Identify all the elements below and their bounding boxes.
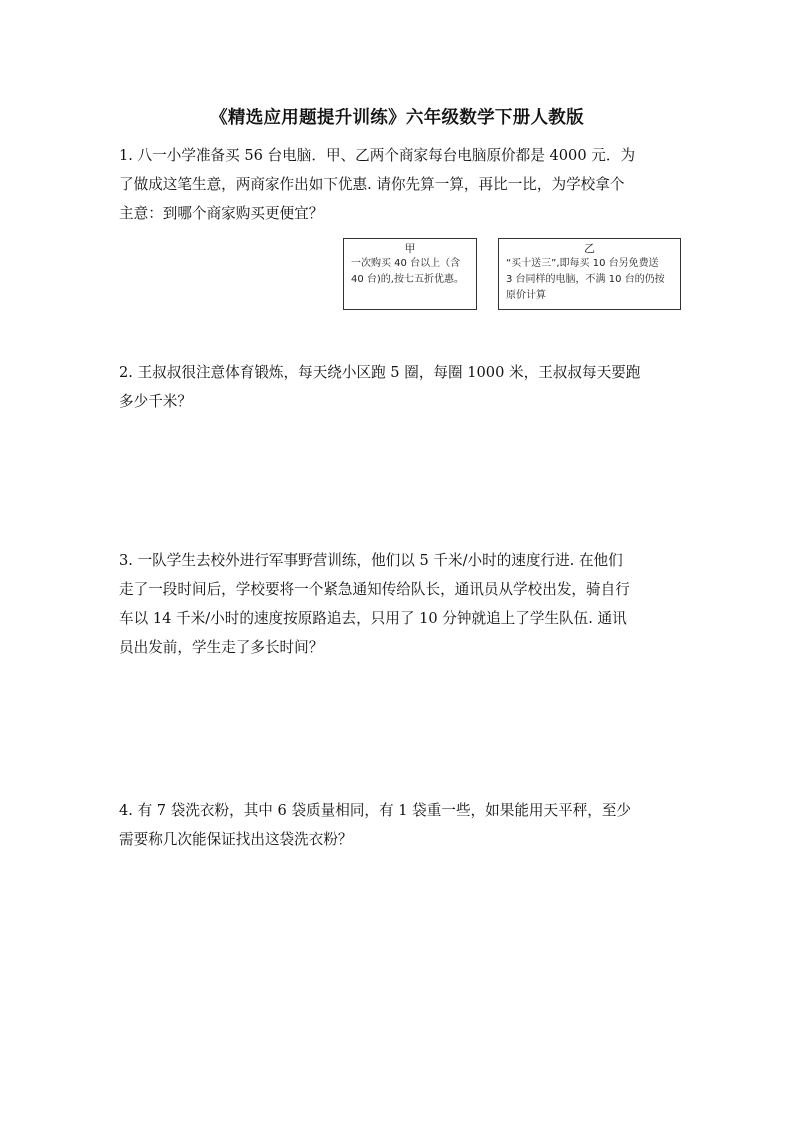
page-title: 《精选应用题提升训练》六年级数学下册人教版 [210,108,584,128]
offer-yi-line-3: 原价计算 [506,290,546,301]
question-1 [119,141,677,228]
question-3 [119,546,677,662]
offer-box-yi [498,238,681,310]
question-2-line-2: 多少千米？ [119,393,192,410]
question-4-line-1: 4. 有 7 袋洗衣粉，其中 6 袋质量相同，有 1 袋重一些，如果能用天平秤，至少 [119,802,632,819]
question-4 [119,796,677,854]
question-1-line-3: 主意：到哪个商家购买更便宜？ [119,205,324,222]
question-1-line-1: 1. 八一小学准备买 56 台电脑．甲、乙两个商家每台电脑原价都是 4000 元．为 [119,147,636,164]
question-3-line-3: 车以 14 千米/小时的速度按原路追去，只用了 10 分钟就追上了学生队伍. 通讯 [119,610,627,627]
question-4-line-2: 需要称几次能保证找出这袋洗衣粉？ [119,831,353,848]
offer-jia-title: 甲 [404,242,416,255]
offer-box-jia [343,238,477,310]
offer-jia-line-2: 40 台)的,按七五折优惠。 [351,274,464,285]
offer-jia-line-1: 一次购买 40 台以上（含 [351,258,461,269]
question-3-line-1: 3. 一队学生去校外进行军事野营训练，他们以 5 千米/小时的速度行进. 在他们 [119,552,623,569]
question-2-line-1: 2. 王叔叔很注意体育锻炼，每天绕小区跑 5 圈，每圈 1000 米，王叔叔每天要跑 [119,364,641,381]
offer-yi-title: 乙 [584,242,595,255]
offer-yi-line-2: 3 台同样的电脑，不满 10 台的仍按 [506,274,665,285]
offer-yi-line-1: “买十送三”,即每买 10 台另免费送 [506,258,659,269]
question-1-line-2: 了做成这笔生意，两商家作出如下优惠. 请你先算一算，再比一比，为学校拿个 [119,176,625,193]
question-3-line-2: 走了一段时间后，学校要将一个紧急通知传给队长，通讯员从学校出发，骑自行 [119,581,630,598]
question-2 [119,358,677,416]
question-3-line-4: 员出发前，学生走了多长时间？ [119,639,324,656]
